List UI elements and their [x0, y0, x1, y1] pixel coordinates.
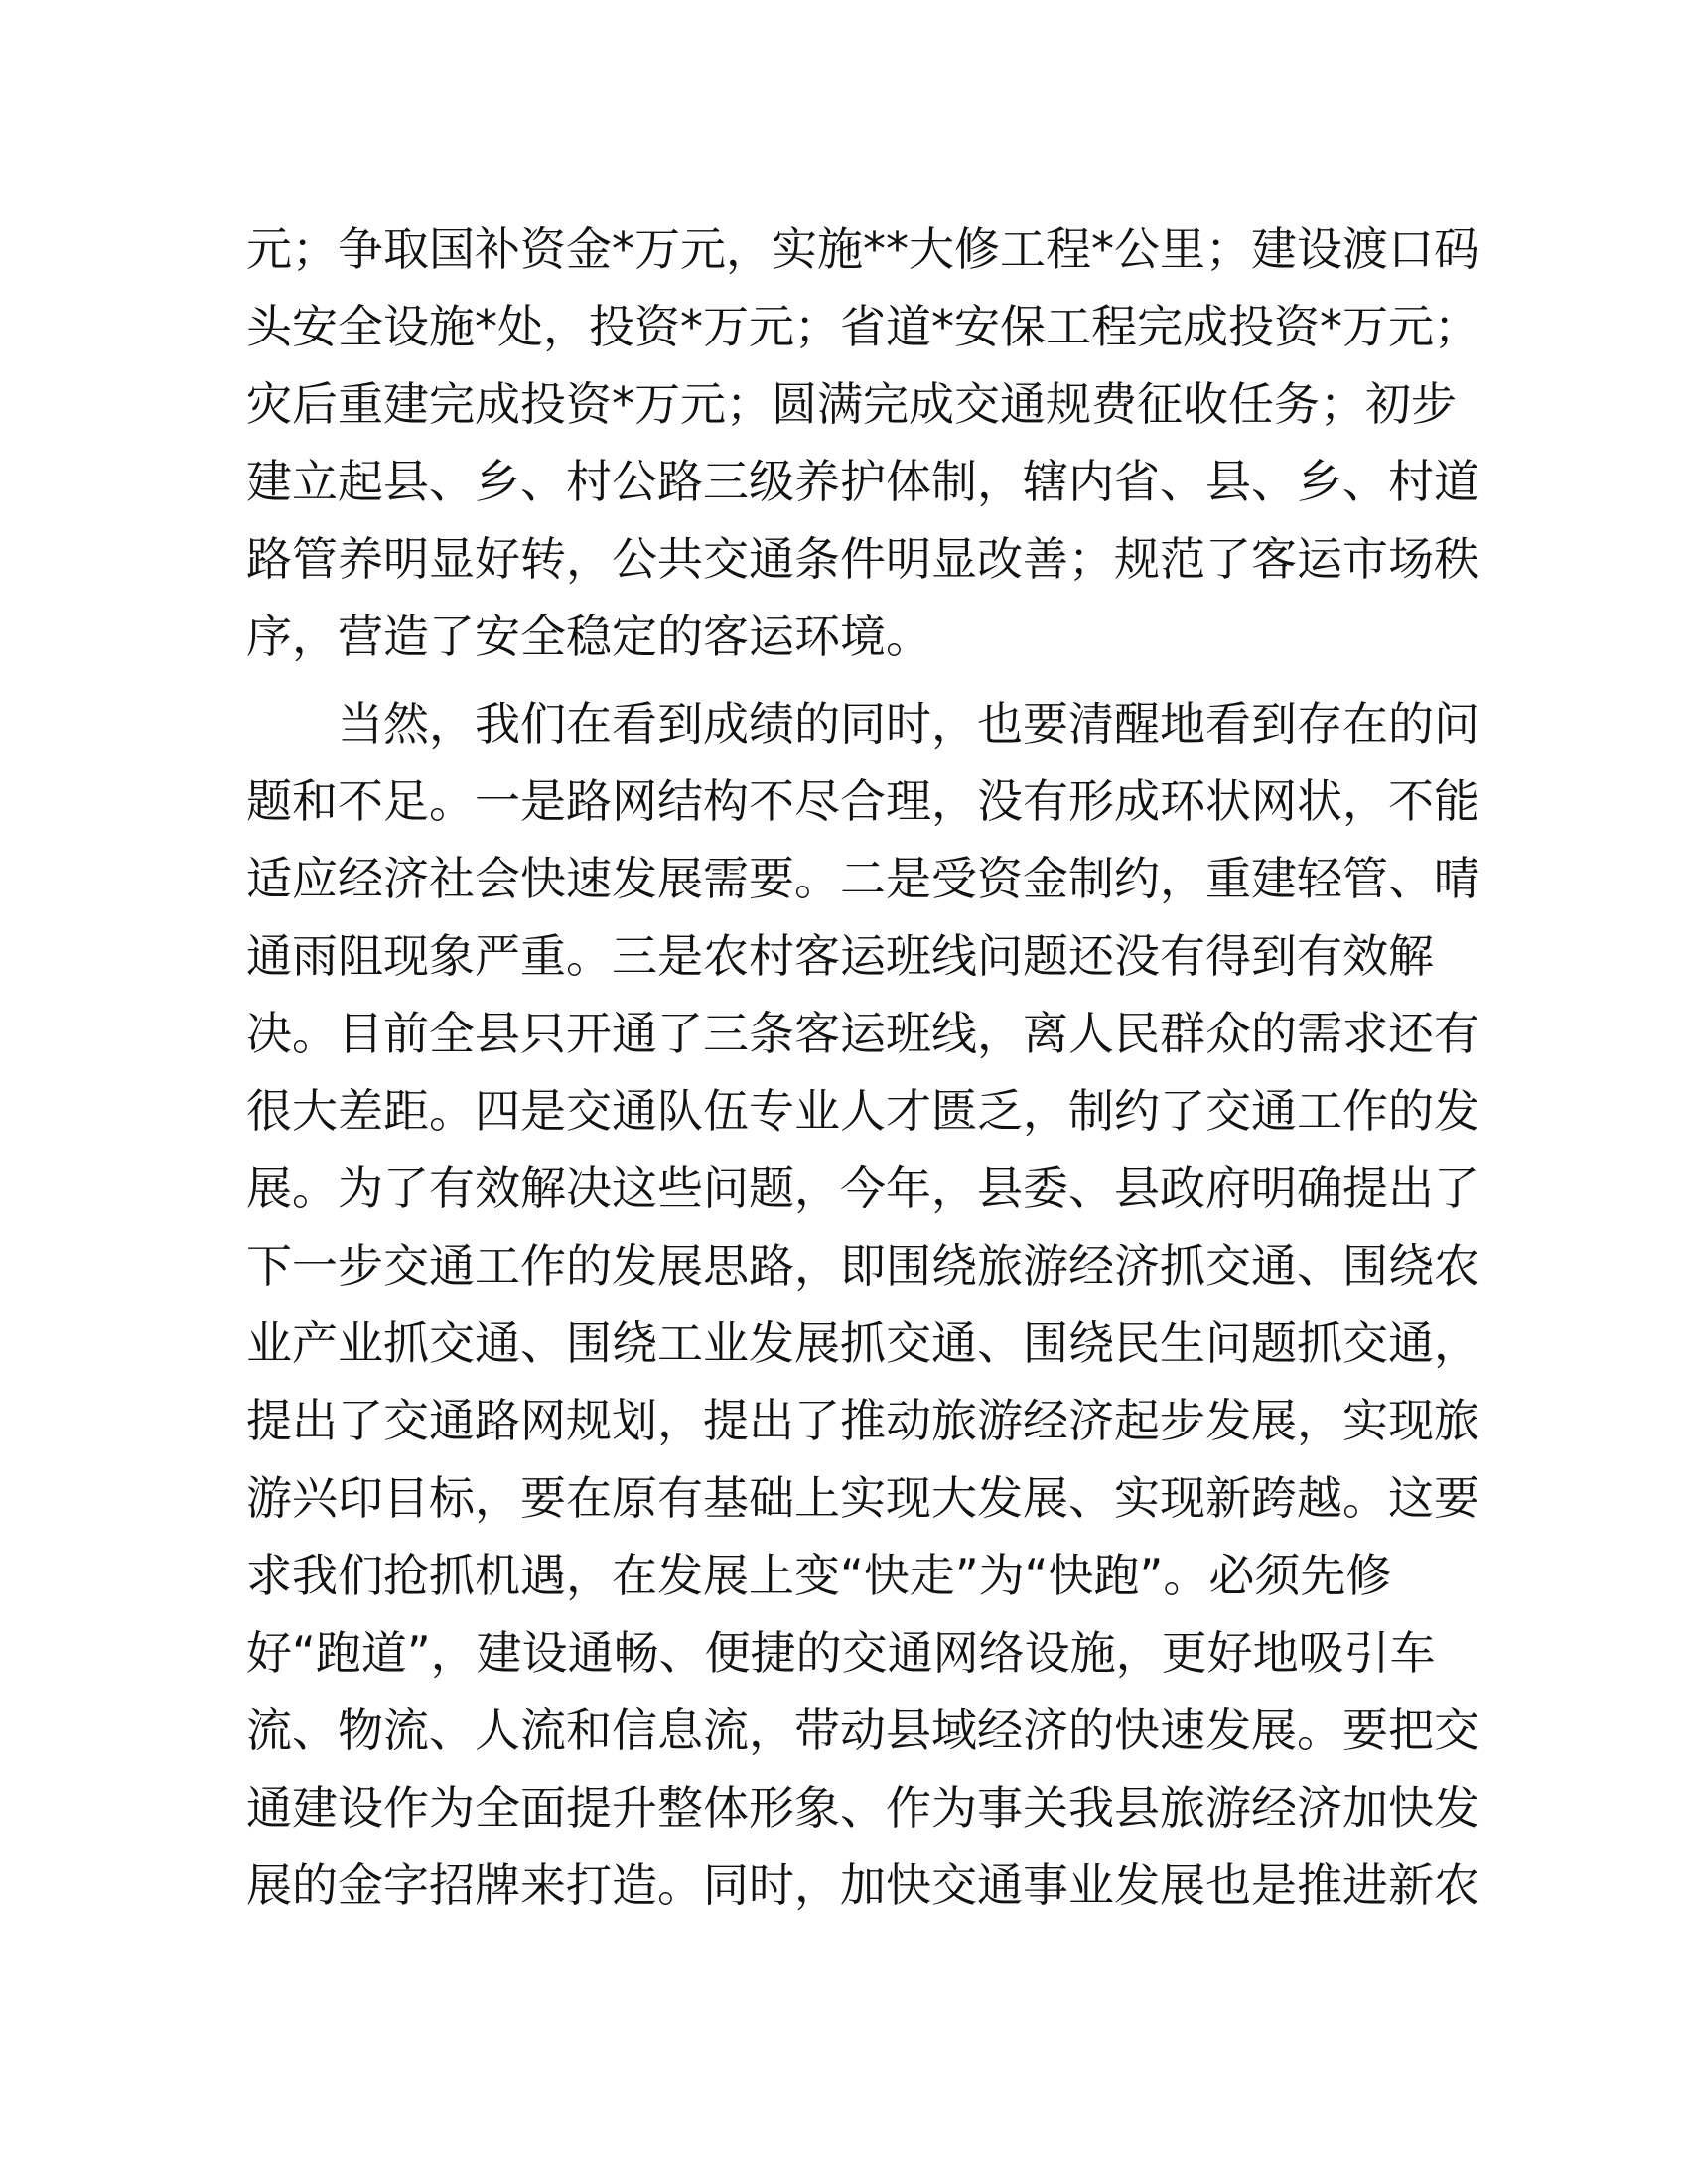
text-line: 通建设作为全面提升整体形象、作为事关我县旅游经济加快发 — [246, 1781, 1479, 1835]
text-line: 头安全设施*处，投资*万元；省道*安保工程完成投资*万元； — [246, 300, 1479, 353]
text-line: 好“跑道”，建设通畅、便捷的交通网络设施，更好地吸引车 — [246, 1626, 1436, 1680]
text-line: 游兴印目标，要在原有基础上实现大发展、实现新跨越。这要 — [246, 1471, 1479, 1525]
paragraph-2 — [246, 685, 1479, 1924]
text-line: 业产业抓交通、围绕工业发展抓交通、围绕民生问题抓交通， — [246, 1316, 1479, 1370]
text-line: 路管养明显好转，公共交通条件明显改善；规范了客运市场秩 — [246, 532, 1479, 586]
text-line: 下一步交通工作的发展思路，即围绕旅游经济抓交通、围绕农 — [246, 1239, 1479, 1293]
text-line: 很大差距。四是交通队伍专业人才匮乏，制约了交通工作的发 — [246, 1084, 1479, 1138]
paragraph-1 — [246, 210, 1479, 675]
text-line: 提出了交通路网规划，提出了推动旅游经济起步发展，实现旅 — [246, 1394, 1479, 1447]
text-line: 适应经济社会快速发展需要。二是受资金制约，重建轻管、晴 — [246, 852, 1479, 905]
text-line: 展的金字招牌来打造。同时，加快交通事业发展也是推进新农 — [246, 1858, 1479, 1912]
text-line: 当然，我们在看到成绩的同时，也要清醒地看到存在的问 — [338, 697, 1479, 751]
text-line: 展。为了有效解决这些问题，今年，县委、县政府明确提出了 — [246, 1161, 1479, 1215]
text-line: 序，营造了安全稳定的客运环境。 — [246, 610, 931, 663]
text-line: 流、物流、人流和信息流，带动县域经济的快速发展。要把交 — [246, 1704, 1479, 1757]
text-line: 灾后重建完成投资*万元；圆满完成交通规费征收任务；初步 — [246, 377, 1457, 431]
text-line: 决。目前全县只开通了三条客运班线，离人民群众的需求还有 — [246, 1007, 1479, 1060]
text-line: 建立起县、乡、村公路三级养护体制，辖内省、县、乡、村道 — [246, 455, 1479, 508]
text-line: 求我们抢抓机遇，在发展上变“快走”为“快跑”。必须先修 — [246, 1549, 1392, 1602]
text-line: 题和不足。一是路网结构不尽合理，没有形成环状网状，不能 — [246, 774, 1479, 828]
text-line: 通雨阻现象严重。三是农村客运班线问题还没有得到有效解 — [246, 929, 1434, 983]
text-line: 元；争取国补资金*万元，实施**大修工程*公里；建设渡口码 — [246, 222, 1479, 276]
